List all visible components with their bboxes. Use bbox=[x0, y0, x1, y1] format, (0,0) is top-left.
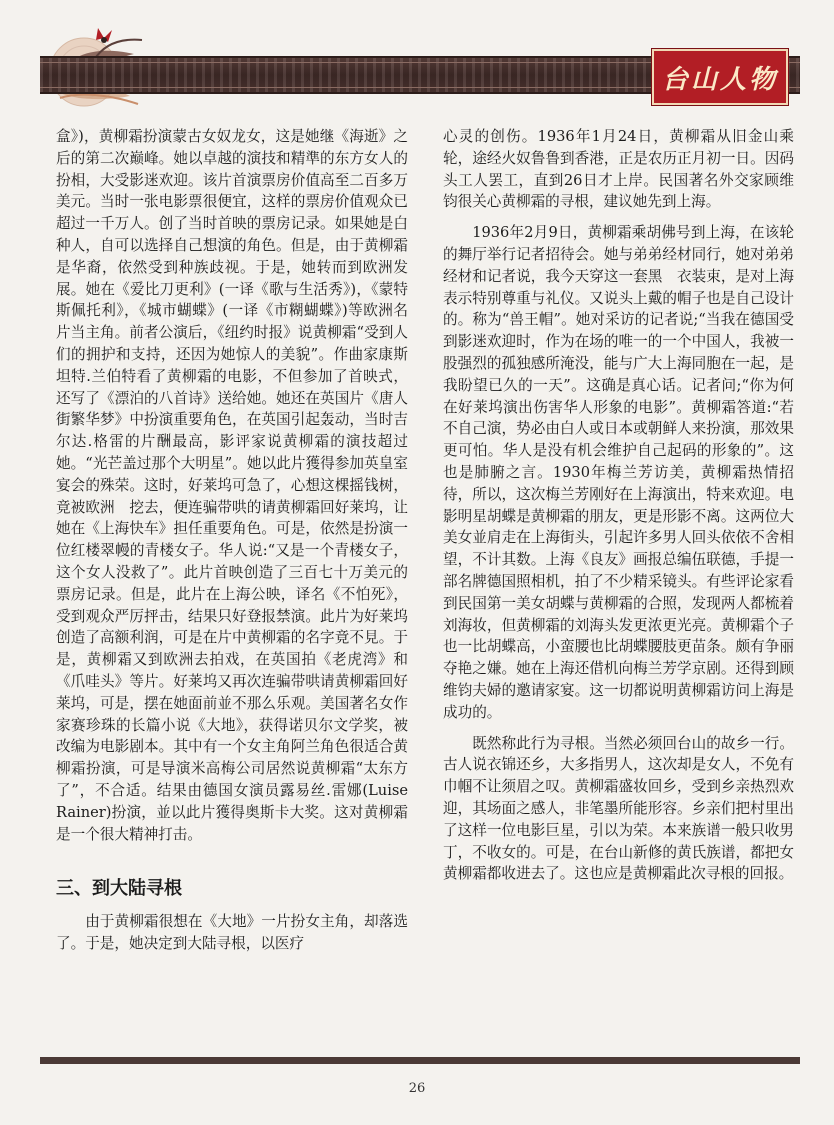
body-paragraph: 1936年2月9日，黄柳霜乘胡佛号到上海，在该轮的舞厅举行记者招待会。她与弟弟经材同行，她对弟弟经材和记者说，我今天穿这一套黑 衣装束，是对上海表示特别尊重与礼仪。又说头上戴的帽子也是自己设计的。称为“兽王帽”。她对采访的记者说;“当我在德国受到影迷欢迎时，作为在场的唯一的一个中国人，我被一股强烈的孤独感所淹没，能与广大上海同胞在一起，是我盼望已久的一天”。这确是真心话。记者问;“你为何在好莱坞演出伤害华人形象的电影”。黄柳霜答道:“若不自己演，势必由白人或日本或朝鲜人来扮演，那效果更可怕。华人是没有机会维护自己起码的形象的”。这也是肺腑之言。1930年梅兰芳访美，黄柳霜热情招待，所以，这次梅兰芳刚好在上海演出，特来欢迎。电影明星胡蝶是黄柳霜的朋友，更是形影不离。这两位大美女並肩走在上海街头，引起许多男人回头依依不舍相望，不计其数。上海《良友》画报总编伍联德，手提一部名牌德国照相机，拍了不少精采镜头。有些评论家看到民国第一美女胡蝶与黄柳霜的合照，发现两人都梳着刘海妆，但黄柳霜的刘海头发更浓更光亮。黄柳霜个子也一比胡蝶高，小蛮腰也比胡蝶腰肢更苗条。颇有争丽夺艳之嫌。她在上海还借机向梅兰芳学京剧。还得到顾维钧夫婦的邀请家宴。这一切都说明黄柳霜访问上海是成功的。 bbox=[443, 224, 794, 721]
body-paragraph: 既然称此行为寻根。当然必须回台山的故乡一行。古人说衣锦还乡，大多指男人，这次却是女人，不免有巾帼不让须眉之叹。黄柳霜盛妆回乡，受到乡亲热烈欢迎，其场面之感人，非笔墨所能形容。乡亲们把村里出了这样一位电影巨星，引以为荣。本来族谱一般只收男丁，不收女的。可是，在台山新修的黄氏族谱，都把女黄柳霜都收进去了。这也应是黄柳霜此次寻根的回报。 bbox=[443, 734, 794, 883]
left-column bbox=[56, 126, 423, 955]
right-column bbox=[443, 126, 794, 885]
body-paragraph: 心灵的创伤。1936年1月24日，黄柳霜从旧金山乘轮，途经火奴鲁鲁到香港，正是农历正月初一日。因码头工人罢工，直到26日才上岸。民国著名外交家顾维钧很关心黄柳霜的寻根，建议她先到上海。 bbox=[443, 128, 794, 211]
section-heading: 三、到大陆寻根 bbox=[56, 878, 182, 900]
footer-rule bbox=[40, 1057, 800, 1064]
column-title: 台山人物 bbox=[661, 64, 778, 95]
header-banner bbox=[40, 56, 800, 94]
column-title-badge bbox=[652, 49, 788, 105]
body-paragraph: 盒》)，黄柳霜扮演蒙古女奴龙女，这是她继《海逝》之后的第二次巅峰。她以卓越的演技和精準的东方女人的扮相，大受影迷欢迎。该片首演票房价值高至二百多万美元。当时一张电影票很便宜，这样的票房价值观众已超过一千万人。创了当时首映的票房记录。如果她是白种人，自可以选择自己想演的角色。但是，由于黄柳霜是华裔，依然受到种族歧视。于是，她转而到欧洲发展。她在《爱比刀更利》(一译《歌与生活秀》)，《蒙特斯佩托利》，《城市蝴蝶》(一译《市糊蝴蝶》)等欧洲名片当主角。前者公演后，《纽约时报》说黄柳霜“受到人们的拥护和支持，还因为她惊人的美貌”。作曲家康斯坦特.兰伯特看了黄柳霜的电影，不但参加了首映式，还写了《漂泊的八首诗》送给她。她还在英国片《唐人街繁华梦》中扮演重要角色，在英国引起轰动，当时吉尔达.格雷的片酬最高，影评家说黄柳霜的演技超过她。“光芒盖过那个大明星”。她以此片獲得参加英皇室宴会的殊荣。这时，好莱坞可急了，心想这棵摇钱树，竟被欧洲 挖去，便连骗带哄的请黄柳霜回好莱坞，让她在《上海快车》担任重要角色。可是，依然是扮演一位红楼翠幔的青楼女子。华人说:“又是一个青楼女子，这个女人没救了”。此片首映创造了三百七十万美元的票房记录。但是，此片在上海公映，译名《不怕死》，受到观众严厉抨击，结果只好登报禁演。此片为好莱坞创造了高额利润，可是在片中黄柳霜的名字竟不見。于是，黄柳霜又到欧洲去拍戏，在英国拍《老虎湾》和《爪哇头》等片。好莱坞又再次连骗带哄请黄柳霜回好莱坞，可是，摆在她面前並不那么乐观。美国著名女作家赛珍珠的长篇小说《大地》，获得诺贝尔文学奖，被改编为电影剧本。其中有一个女主角阿兰角色很适合黄柳霜扮演，可是导演米高梅公司居然说黄柳霜“太东方了”，不合适。结果由德国女演员露易丝.雷娜(Luise Rainer)扮演，並以此片獲得奥斯卡大奖。这对黄柳霜是一个很大精神打击。 bbox=[56, 128, 423, 843]
body-paragraph: 由于黄柳霜很想在《大地》一片扮女主角，却落选了。于是，她决定到大陆寻根，以医疗 bbox=[56, 913, 408, 953]
page-number: 26 bbox=[408, 1081, 426, 1096]
